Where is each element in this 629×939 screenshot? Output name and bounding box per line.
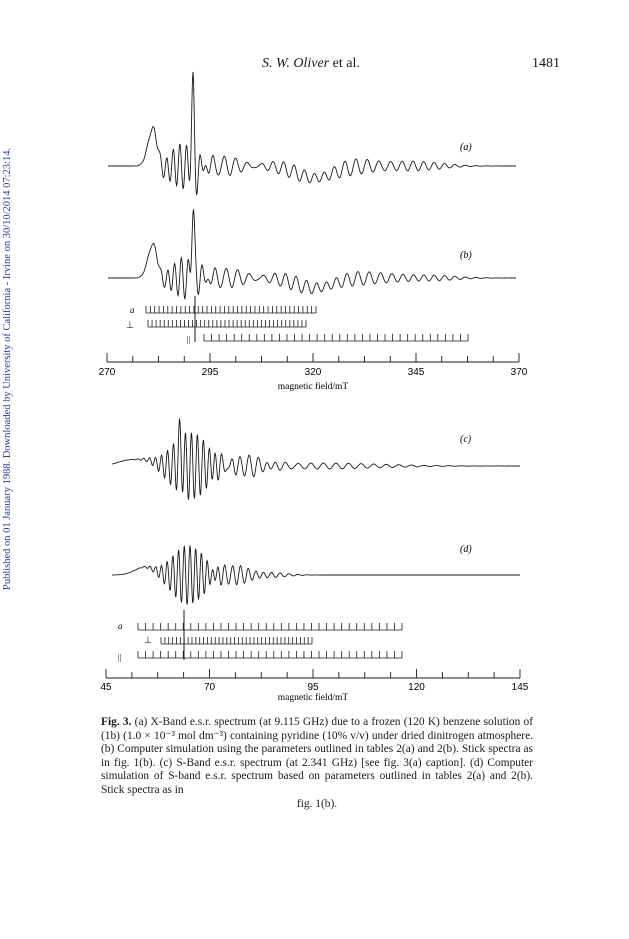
label-a: (a)	[460, 142, 472, 153]
caption-last-line: fig. 1(b).	[296, 797, 338, 810]
top-tick-label: 270	[98, 367, 116, 378]
bottom-tick-label: 120	[408, 682, 425, 693]
stick-row-a-bottom	[138, 623, 402, 630]
bottom-tick-label: 95	[307, 682, 319, 693]
stick-row-perp	[148, 320, 306, 327]
stick-row-par	[204, 334, 468, 341]
bottom-tick-label: 45	[100, 682, 112, 693]
label-d: (d)	[460, 544, 472, 555]
caption-text: (a) X-Band e.s.r. spectrum (at 9.115 GHz) due to a frozen (120 K) benzene solution of (1b) (1.0 × 10⁻³ mol dm⁻³) containing pyridine (10% v/v) under dried dinitrogen atmosphere. (b) Computer simulation using the parameters outlined in tables 2(a) and 2(b). Stick spectra as in fig. 1(b). (c) S-Band e.s.r. spectrum (at 2.341 GHz) [see fig. 3(a) caption]. (d) Computer simulation of S-band e.s.r. spectrum based on parameters outlined in tables 2(a) and 2(b). Stick spectra as in	[101, 716, 533, 796]
spectrum-b	[108, 209, 516, 298]
stick-label-par-bottom: ||	[118, 653, 122, 662]
top-tick-label: 320	[304, 367, 322, 378]
label-c: (c)	[460, 434, 472, 445]
bottom-panel	[100, 419, 528, 703]
label-b: (b)	[460, 250, 472, 261]
bottom-tick-label: 145	[511, 682, 529, 693]
stick-label-par: ||	[187, 335, 191, 344]
spectrum-c	[112, 419, 520, 500]
caption-fig-label: Fig. 3.	[101, 716, 132, 728]
bottom-tick-label: 70	[203, 682, 216, 693]
stick-label-perp-bottom: ⊥	[144, 635, 152, 645]
download-watermark-text: Published on 01 January 1988. Downloaded by University of California - Irvine on 30/10/2014 07:23:14.	[2, 147, 13, 590]
page-number: 1481	[532, 56, 560, 71]
bottom-axis-title: magnetic field/mT	[277, 693, 349, 703]
top-panel	[99, 72, 528, 392]
spectrum-a	[108, 72, 516, 194]
top-axis-title: magnetic field/mT	[277, 382, 349, 392]
figure-caption	[101, 716, 533, 811]
stick-label-perp: ⊥	[126, 320, 134, 330]
spectrum-d	[112, 545, 520, 604]
stick-label-a: a	[130, 305, 135, 315]
stick-row-par-bottom	[138, 651, 402, 658]
stick-row-a	[146, 306, 316, 313]
running-head-authors: S. W. Oliver et al.	[262, 56, 360, 71]
top-tick-label: 295	[201, 367, 219, 378]
stick-label-a-bottom: a	[118, 621, 123, 631]
top-tick-label: 345	[407, 367, 425, 378]
top-tick-label: 370	[510, 367, 528, 378]
